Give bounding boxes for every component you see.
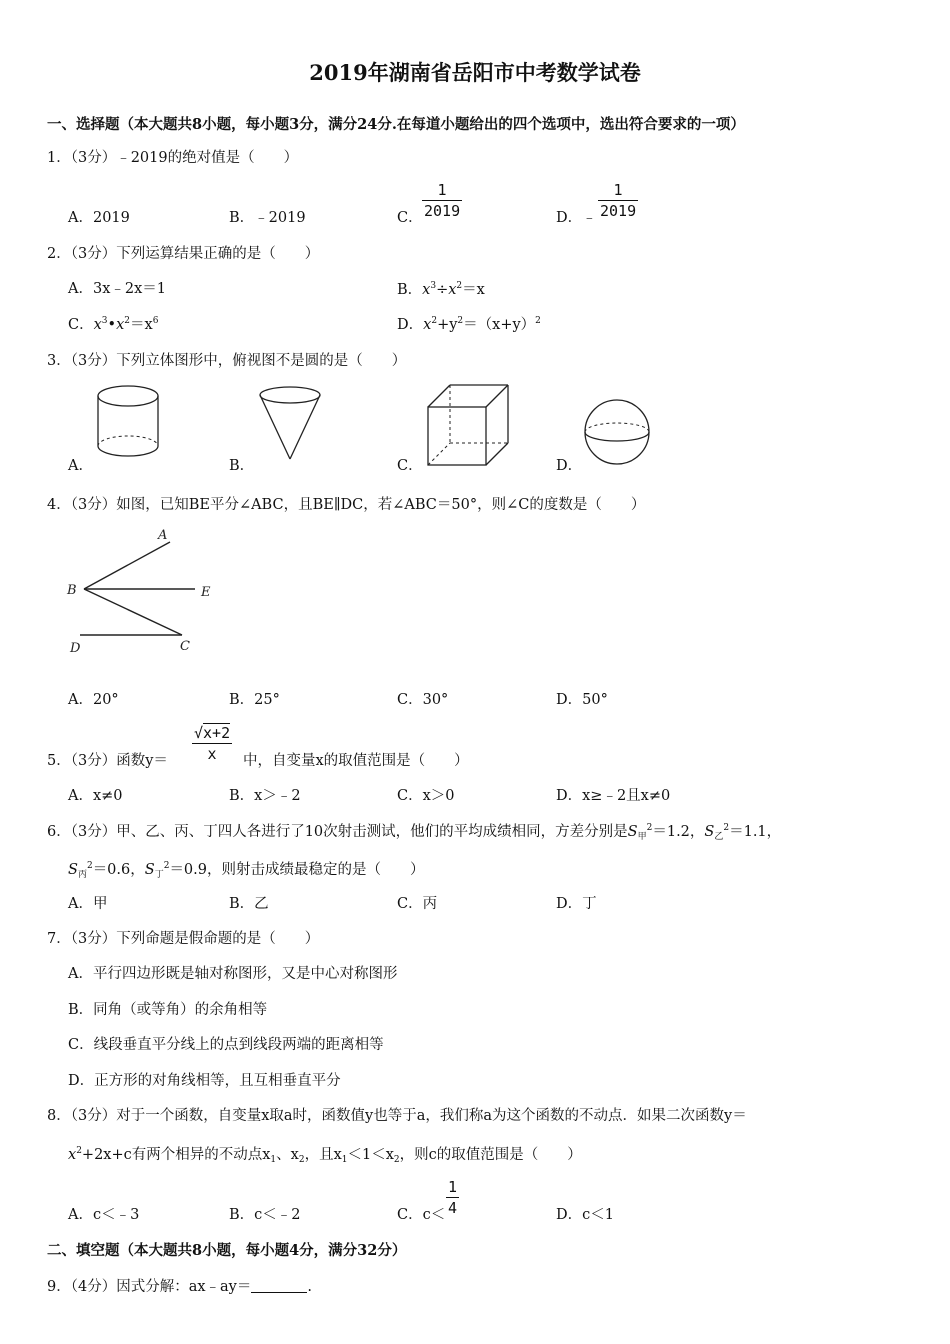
q5-denominator: x [207,745,217,763]
point-c-label: C [180,639,190,654]
q6-sub-jia: 甲 [637,832,647,842]
q2-d-exp2: 2 [457,316,464,326]
question-9 [47,1278,312,1296]
q6-s-yi: S [704,824,715,840]
q2-c-result: ＝x [130,317,153,333]
q2-d-exp3: 2 [535,316,541,326]
q6-s-bing: S [68,862,78,878]
q2-c-var2: x [116,317,125,333]
q2-c-exp2: 2 [124,316,131,326]
q4-option-c: C．30° [397,692,449,708]
q1-d-numerator: 1 [613,181,623,199]
q8-c-numerator: 1 [448,1178,458,1196]
q1-c-denominator: 2019 [424,202,461,220]
q8-mid3: ＜1＜x [347,1147,394,1163]
q8-mid2: ，且x [304,1147,342,1163]
q1-c-numerator: 1 [437,181,447,199]
q3-option-b: B． [229,458,255,474]
q8-sub1: 1 [270,1155,277,1165]
q2-option-a [68,281,166,298]
q2-b-result: ＝x [462,282,485,298]
cube-figure [420,380,520,470]
question-4-stem: 4．（3分）如图，已知BE平分∠ABC，且BE∥DC，若∠ABC＝50°，则∠C的度数是（ ） [47,497,646,513]
question-5-stem-post: 中，自变量x的取值范围是（ ） [243,753,469,769]
q2-b-var2: x [448,282,457,298]
q6-val-bing: ＝0.6， [92,862,145,878]
q6-sq-bing: 2 [86,861,93,871]
fraction-bar [446,1197,459,1198]
q6-sub-yi: 乙 [714,832,724,842]
point-e-label: E [201,585,211,600]
q8-option-b: B．c＜﹣2 [229,1207,301,1223]
q6-option-a: A．甲 [68,896,108,912]
q1-d-fraction [598,181,638,220]
q8-sub4: 2 [393,1155,400,1165]
q5-option-b: B．x＞﹣2 [229,788,301,804]
q8-exp: 2 [76,1146,82,1156]
q8-sub3: 1 [341,1155,348,1165]
q8-c-denominator: 4 [448,1199,458,1217]
segment-bc [84,589,182,635]
q6-val-yi: ＝1.1， [729,824,782,840]
q3-option-a: A． [68,458,93,474]
segment-ba [84,542,170,589]
q6-sq-jia: 2 [646,823,653,833]
question-7-stem: 7．（3分）下列命题是假命题的是（ ） [47,931,320,947]
point-a-label: A [158,528,168,543]
q2-a-expression: 3x﹣2x＝1 [92,281,167,297]
q8-end: ，则c的取值范围是（ ） [399,1147,582,1163]
q6-s-ding: S [144,862,155,878]
q5-option-a: A．x≠0 [68,788,123,804]
q6-sq-yi: 2 [723,823,730,833]
q7-option-c: C．线段垂直平分线上的点到线段两端的距离相等 [68,1037,384,1053]
q1-option-d: D．﹣ [556,210,597,226]
q8-c-fraction [446,1178,459,1217]
question-8-line-2 [68,1146,582,1166]
page-title: 2019年湖南省岳阳市中考数学试卷 [309,60,641,85]
q1-option-b: B．﹣2019 [229,210,306,226]
q2-d-exp: 2 [431,316,438,326]
q2-d-result: ＝（x+y） [463,317,536,333]
q5-function-fraction [192,724,232,763]
question-2-stem: 2．（3分）下列运算结果正确的是（ ） [47,246,320,262]
q6-val-jia: ＝1.2， [652,824,705,840]
q9-end: . [307,1279,312,1295]
q5-numerator [192,724,232,742]
q6-sub-bing: 丙 [77,870,87,880]
question-6-line-1 [47,823,781,843]
q2-option-d [397,316,541,334]
q5-option-c: C．x＞0 [397,788,455,804]
q2-a-label: A． [68,281,93,297]
q3-option-c: C． [397,458,423,474]
sphere-figure [580,395,660,470]
fraction-bar [192,743,232,744]
q8-rest: +2x+c有两个相异的不动点x [81,1147,271,1163]
q1-option-c: C． [397,210,423,226]
question-6-line-2 [68,861,425,881]
q8-x: x [68,1147,77,1163]
q6-option-b: B．乙 [229,896,269,912]
q2-c-op: • [107,317,117,333]
q8-option-c: C．c＜ [397,1207,446,1223]
q4-option-b: B．25° [229,692,280,708]
cone-figure [255,383,325,465]
q8-option-d: D．c＜1 [556,1207,614,1223]
q2-b-var: x [422,282,431,298]
question-5-stem-pre: 5．（3分）函数y＝ [47,753,168,769]
section-choice-heading: 一、选择题（本大题共8小题，每小题3分，满分24分.在每道小题给出的四个选项中，选出符合要求的一项） [47,116,745,133]
q2-d-plus: +y [437,317,458,333]
angle-geometry-figure [62,522,232,662]
q7-option-d: D．正方形的对角线相等，且互相垂直平分 [68,1073,341,1089]
question-1-stem: 1．（3分）﹣2019的绝对值是（ ） [47,150,299,166]
q1-d-denominator: 2019 [600,202,637,220]
q2-b-exp2: 2 [456,281,463,291]
q3-option-d: D． [556,458,583,474]
question-3-stem: 3．（3分）下列立体图形中，俯视图不是圆的是（ ） [47,353,407,369]
section-fill-heading: 二、填空题（本大题共8小题，每小题4分，满分32分） [47,1242,407,1259]
q4-option-d: D．50° [556,692,608,708]
q9-answer-blank[interactable] [251,1278,307,1293]
q1-option-a: A．2019 [68,210,130,226]
q2-option-b [397,281,485,299]
q7-option-b: B．同角（或等角）的余角相等 [68,1002,268,1018]
point-d-label: D [70,641,81,656]
q5-radicand: x+2 [203,724,231,742]
q2-c-var: x [93,317,102,333]
q6-stem: 6．（3分）甲、乙、丙、丁四人各进行了10次射击测试，他们的平均成绩相同，方差分别是 [47,824,628,840]
q1-c-fraction [422,181,462,220]
q2-b-op: ÷ [436,282,449,298]
q6-option-c: C．丙 [397,896,438,912]
point-b-label: B [67,583,77,598]
q8-mid: 、x [276,1147,299,1163]
q7-option-a: A．平行四边形既是轴对称图形，又是中心对称图形 [68,966,398,982]
q8-option-a: A．c＜﹣3 [68,1207,140,1223]
q9-stem: 9．（4分）因式分解：ax﹣ay＝ [47,1279,252,1295]
q2-b-exp: 3 [430,281,437,291]
q2-option-c [68,316,158,334]
q6-s-jia: S [627,824,638,840]
q4-option-a: A．20° [68,692,119,708]
q2-c-exp: 3 [101,316,108,326]
q2-d-label: D． [397,317,424,333]
sqrt-icon: √ [194,724,204,742]
fraction-bar [422,200,462,201]
q8-sub2: 2 [298,1155,305,1165]
q6-option-d: D．丁 [556,896,597,912]
q2-c-label: C． [68,317,94,333]
cylinder-figure [90,383,170,465]
q6-sq-ding: 2 [163,861,170,871]
q5-option-d: D．x≥﹣2且x≠0 [556,788,671,804]
q2-b-label: B． [397,282,423,298]
fraction-bar [598,200,638,201]
q2-d-var: x [423,317,432,333]
q6-sub-ding: 丁 [154,870,164,880]
q6-val-ding: ＝0.9，则射击成绩最稳定的是（ ） [169,862,425,878]
q2-c-exp3: 6 [152,316,159,326]
question-8-line-1: 8．（3分）对于一个函数，自变量x取a时，函数值y也等于a，我们称a为这个函数的不动点．如果二次函数y＝ [47,1108,747,1124]
